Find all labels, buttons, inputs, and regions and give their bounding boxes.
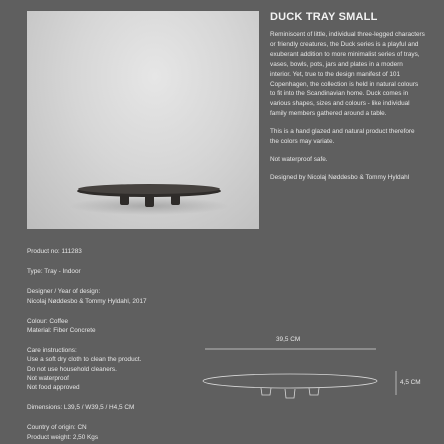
description-paragraph: This is a hand glazed and natural product therefore the colors may variate. (270, 128, 415, 146)
drawing-leg-right (309, 388, 319, 395)
designer-value: Nicolaj Nøddesbo & Tommy Hyldahl, 2017 (27, 297, 147, 305)
tray-outline (203, 374, 377, 388)
height-dimension-label: 4,5 CM (400, 379, 421, 386)
drawing-leg-middle (285, 389, 295, 398)
colour: Colour: Coffee (27, 317, 69, 325)
description-paragraph: Not waterproof safe. (270, 155, 328, 163)
product-weight: Product weight: 2,50 Kgs (27, 433, 99, 441)
dimensions: Dimensions: L39,5 / W39,5 / H4,5 CM (27, 404, 135, 412)
care-instruction: Do not use household cleaners. (27, 365, 117, 373)
product-number: Product no: 111283 (27, 248, 82, 255)
care-instruction: Not waterproof (27, 374, 69, 382)
country-of-origin: Country of origin: CN (27, 424, 87, 432)
product-title: DUCK TRAY SMALL (270, 11, 378, 23)
description-paragraph: Reminiscent of little, individual three-legged characters or friendly creatures, the Duck series is a playful and exuberant addition to more minimalist series of trays, vases, bowls, pots, jars and plates in a modern interior. Yet, true to the design manifest of 101 Copenhagen, the collection is held in natural colours to fit into the Scandinavian home. Duck comes in various shapes, sizes and colours - like individual family members gathered around a table. (270, 31, 425, 118)
care-instruction: Use a soft dry cloth to clean the product. (27, 356, 142, 364)
drawing-leg-left (261, 388, 271, 395)
designer-credit: Designed by Nicolaj Nøddesbo & Tommy Hyldahl (270, 173, 410, 181)
designer-heading: Designer / Year of design: (27, 288, 101, 296)
care-instruction: Not food approved (27, 384, 80, 392)
care-heading: Care instructions: (27, 347, 77, 355)
material: Material: Fiber Concrete (27, 327, 96, 335)
product-type: Type: Tray - Indoor (27, 268, 81, 276)
width-dimension-label: 39,5 CM (276, 336, 301, 343)
